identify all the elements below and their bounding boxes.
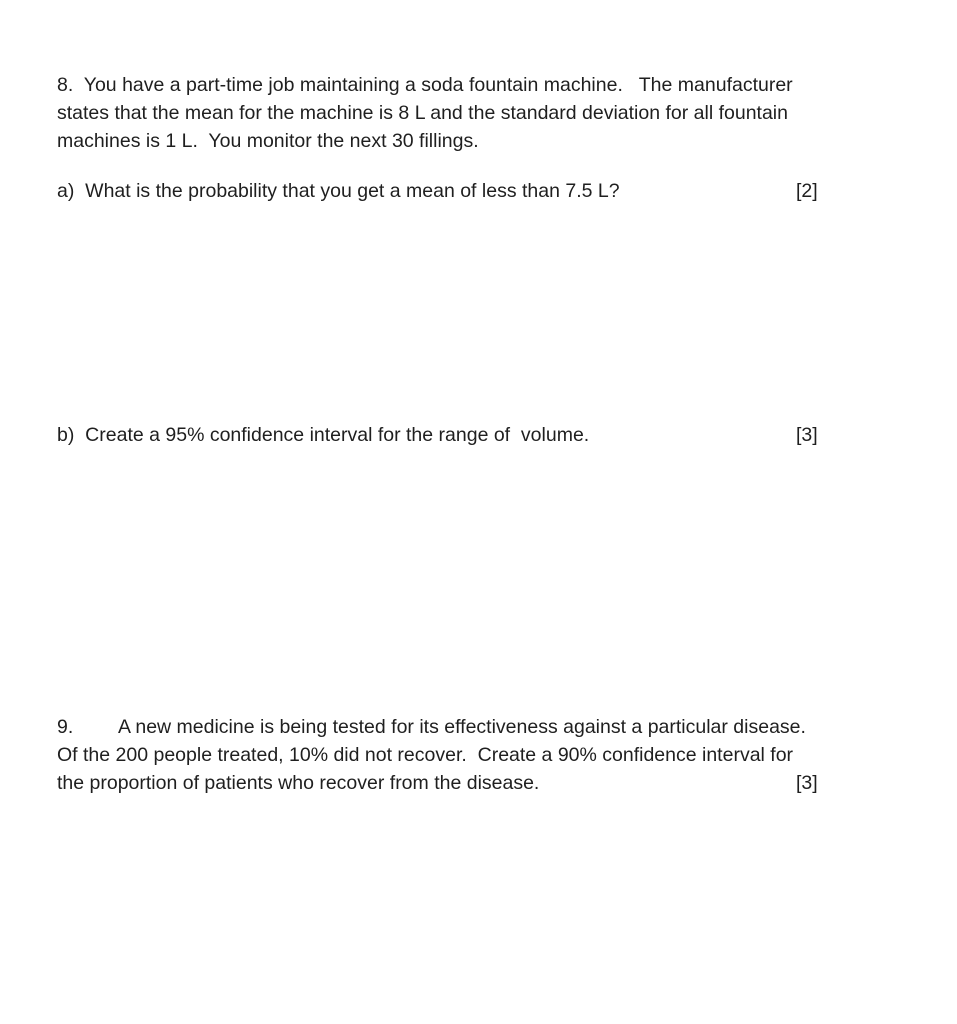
question-8b-marks: [3] [796,424,818,446]
question-8a-text: a) What is the probability that you get a mean of less than 7.5 L? [57,180,620,202]
question-8a-marks: [2] [796,180,818,202]
question-8-stem-line-2: states that the mean for the machine is 8 L and the standard deviation for all fountain [57,102,788,124]
question-9-line-2: Of the 200 people treated, 10% did not recover. Create a 90% confidence interval for [57,744,794,766]
question-9-marks: [3] [796,772,818,794]
question-8b-text: b) Create a 95% confidence interval for the range of volume. [57,424,590,446]
question-8-stem-line-1: 8. You have a part-time job maintaining a soda fountain machine. The manufacturer [57,74,793,96]
question-9-number: 9. [57,716,74,738]
question-9-line-1: A new medicine is being tested for its effectiveness against a particular disease. [118,716,806,738]
question-8-stem-line-3: machines is 1 L. You monitor the next 30 fillings. [57,130,479,152]
question-9-line-3: the proportion of patients who recover from the disease. [57,772,540,794]
